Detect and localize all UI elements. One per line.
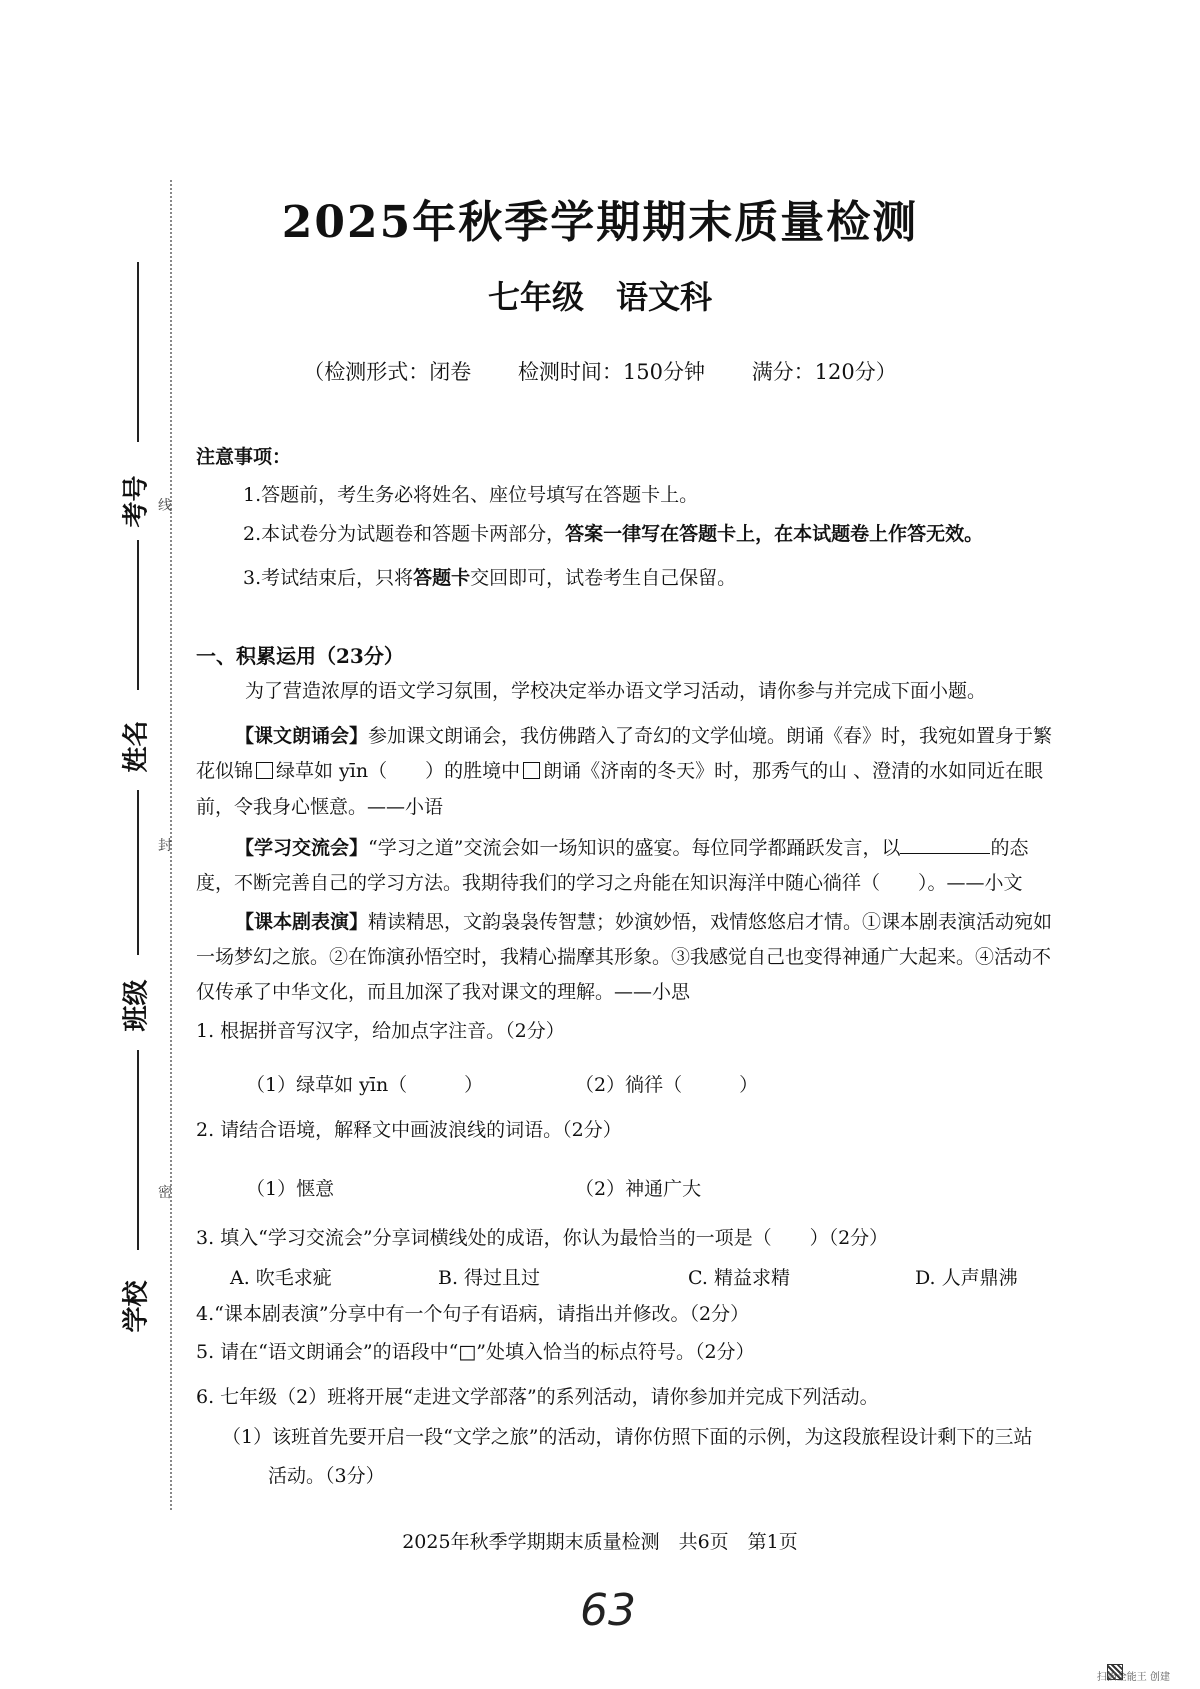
notice-heading: 注意事项： bbox=[196, 446, 292, 468]
paragraph-drama-line2: 一场梦幻之旅。②在饰演孙悟空时，我精心揣摩其形象。③我感觉自己也变得神通广大起来。④活动不 bbox=[196, 946, 1052, 968]
page-footer: 2025年秋季学期期末质量检测 共6页 第1页 bbox=[402, 1531, 798, 1553]
paragraph-drama-line1: 【课本剧表演】精读精思，文韵袅袅传智慧；妙演妙悟，戏情悠悠启才情。①课本剧表演活动宛如 bbox=[235, 911, 1053, 933]
idiom-blank[interactable] bbox=[900, 853, 990, 854]
option-a[interactable]: A. 吹毛求疵 bbox=[230, 1267, 332, 1289]
handwritten-number: 63 bbox=[580, 1585, 636, 1636]
exam-info bbox=[0, 356, 1200, 386]
notice-item-2: 2.本试卷分为试题卷和答题卡两部分，答案一律写在答题卡上，在本试题卷上作答无效。 bbox=[243, 523, 984, 545]
paragraph-recital-line3: 前，令我身心惬意。——小语 bbox=[196, 796, 444, 818]
blank-box-1[interactable] bbox=[256, 762, 273, 779]
name-line[interactable] bbox=[137, 540, 139, 690]
exam-form: （检测形式：闭卷 bbox=[303, 360, 472, 384]
seal-mark-line: 线 bbox=[158, 498, 172, 514]
tag-exchange: 【学习交流会】 bbox=[235, 837, 369, 859]
question-5: 5. 请在“语文朗诵会”的语段中“□”处填入恰当的标点符号。（2分） bbox=[196, 1341, 755, 1363]
question-2-part-2: （2）神通广大 bbox=[575, 1178, 702, 1200]
notice-item-1: 1.答题前，考生务必将姓名、座位号填写在答题卡上。 bbox=[243, 484, 699, 506]
school-line[interactable] bbox=[137, 1050, 139, 1250]
school-label: 学校 bbox=[121, 1280, 152, 1333]
question-6-part-1: （1）该班首先要开启一段“文学之旅”的活动，请你仿照下面的示例，为这段旅程设计剩下的三站 bbox=[222, 1426, 1033, 1448]
notice-item-2-emphasis: 答案一律写在答题卡上，在本试题卷上作答无效。 bbox=[565, 523, 984, 545]
exam-time: 检测时间：150分钟 bbox=[517, 360, 705, 384]
paragraph-exchange-line2: 度，不断完善自己的学习方法。我期待我们的学习之舟能在知识海洋中随心徜徉（ ）。——小文 bbox=[196, 872, 1023, 894]
paragraph-recital-line1: 【课文朗诵会】参加课文朗诵会，我仿佛踏入了奇幻的文学仙境。朗诵《春》时，我宛如置身于繁 bbox=[235, 725, 1053, 747]
page-title: 2025年秋季学期期末质量检测 bbox=[281, 197, 919, 248]
section-intro: 为了营造浓厚的语文学习氛围，学校决定举办语文学习活动，请你参与并完成下面小题。 bbox=[245, 680, 987, 702]
option-b[interactable]: B. 得过且过 bbox=[438, 1267, 541, 1289]
exam-no-label: 考号 bbox=[121, 475, 152, 528]
question-6-part-1-cont: 活动。（3分） bbox=[268, 1465, 385, 1487]
question-3: 3. 填入“学习交流会”分享词横线处的成语，你认为最恰当的一项是（ ）（2分） bbox=[196, 1227, 889, 1249]
tag-recital: 【课文朗诵会】 bbox=[235, 725, 369, 747]
section-heading: 一、积累运用（23分） bbox=[196, 644, 404, 668]
option-d[interactable]: D. 人声鼎沸 bbox=[915, 1267, 1018, 1289]
class-label: 班级 bbox=[121, 979, 152, 1032]
question-1-part-2[interactable]: （2）徜徉（ ） bbox=[575, 1074, 759, 1096]
name-label: 姓名 bbox=[121, 720, 152, 773]
question-6: 6. 七年级（2）班将开展“走进文学部落”的系列活动，请你参加并完成下列活动。 bbox=[196, 1386, 879, 1408]
paragraph-drama-line3: 仅传承了中华文化，而且加深了我对课文的理解。——小思 bbox=[196, 981, 691, 1003]
paragraph-recital-line2: 花似锦 绿草如 yīn（ ）的胜境中 朗诵《济南的冬天》时，那秀气的山 、澄清的水如同近在眼 bbox=[196, 760, 1044, 782]
question-4: 4.“课本剧表演”分享中有一个句子有语病，请指出并修改。（2分） bbox=[196, 1303, 750, 1325]
tag-drama: 【课本剧表演】 bbox=[235, 911, 369, 933]
option-c[interactable]: C. 精益求精 bbox=[688, 1267, 790, 1289]
class-line[interactable] bbox=[137, 790, 139, 955]
paragraph-exchange-line1: 【学习交流会】“学习之道”交流会如一场知识的盛宴。每位同学都踊跃发言，以 的态 bbox=[235, 837, 1029, 859]
blank-box-2[interactable] bbox=[523, 762, 540, 779]
seal-mark-seal: 封 bbox=[158, 838, 172, 854]
question-1: 1. 根据拼音写汉字，给加点字注音。（2分） bbox=[196, 1020, 565, 1042]
scanner-watermark: 扫描全能王 创建 bbox=[1096, 1672, 1170, 1683]
seal-mark-close: 密 bbox=[158, 1185, 172, 1201]
exam-score: 满分：120分） bbox=[751, 360, 897, 384]
question-2-part-1: （1）惬意 bbox=[246, 1178, 335, 1200]
notice-item-3-emphasis: 答题卡 bbox=[413, 567, 471, 589]
question-2: 2. 请结合语境，解释文中画波浪线的词语。（2分） bbox=[196, 1119, 622, 1141]
notice-item-3: 3.考试结束后，只将答题卡交回即可，试卷考生自己保留。 bbox=[243, 567, 737, 589]
question-1-part-1[interactable]: （1）绿草如 yīn（ ） bbox=[246, 1074, 484, 1096]
page-subtitle: 七年级 语文科 bbox=[487, 278, 712, 316]
